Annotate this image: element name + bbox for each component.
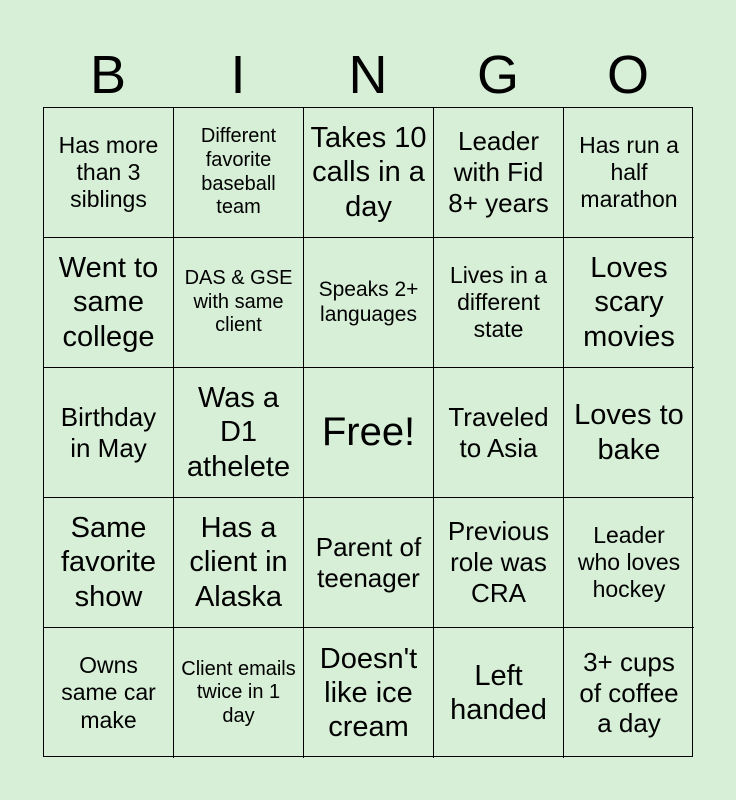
bingo-cell[interactable]: Loves to bake <box>564 368 694 498</box>
header-letter-b: B <box>89 45 127 105</box>
bingo-cell[interactable]: Takes 10 calls in a day <box>304 108 434 238</box>
bingo-cell[interactable]: Speaks 2+ languages <box>304 238 434 368</box>
free-space-cell[interactable]: Free! <box>304 368 434 498</box>
bingo-cell[interactable]: Previous role was CRA <box>434 498 564 628</box>
bingo-cell[interactable]: Lives in a different state <box>434 238 564 368</box>
header-letter-i: I <box>230 45 246 105</box>
bingo-cell[interactable]: Traveled to Asia <box>434 368 564 498</box>
header-letter-g: G <box>476 45 519 105</box>
bingo-cell[interactable]: Different favorite baseball team <box>174 108 304 238</box>
bingo-cell[interactable]: Went to same college <box>44 238 174 368</box>
bingo-cell[interactable]: 3+ cups of coffee a day <box>579 646 679 739</box>
bingo-cell[interactable]: Doesn't like ice cream <box>304 628 434 758</box>
bingo-cell[interactable]: DAS & GSE with same client <box>174 238 304 368</box>
bingo-cell[interactable]: Has a client in Alaska <box>174 498 304 628</box>
bingo-cell[interactable]: Parent of teenager <box>304 498 434 628</box>
bingo-header <box>43 44 693 106</box>
bingo-board <box>43 107 693 757</box>
bingo-cell[interactable]: Same favorite show <box>44 498 174 628</box>
bingo-cell[interactable]: Was a D1 athelete <box>174 368 304 498</box>
bingo-cell[interactable]: Leader who loves hockey <box>564 498 694 628</box>
bingo-cell[interactable]: Birthday in May <box>44 368 174 498</box>
bingo-cell[interactable]: Owns same car make <box>44 628 174 758</box>
bingo-cell[interactable]: Has more than 3 siblings <box>44 108 174 238</box>
bingo-cell[interactable]: Left handed <box>434 628 564 758</box>
bingo-cell[interactable]: Loves scary movies <box>564 238 694 368</box>
bingo-cell[interactable]: Has run a half marathon <box>564 108 694 238</box>
bingo-cell[interactable]: Leader with Fid 8+ years <box>434 108 564 238</box>
bingo-cell[interactable]: Client emails twice in 1 day <box>174 628 304 758</box>
header-letter-n: N <box>348 45 388 105</box>
header-letter-o: O <box>606 45 649 105</box>
